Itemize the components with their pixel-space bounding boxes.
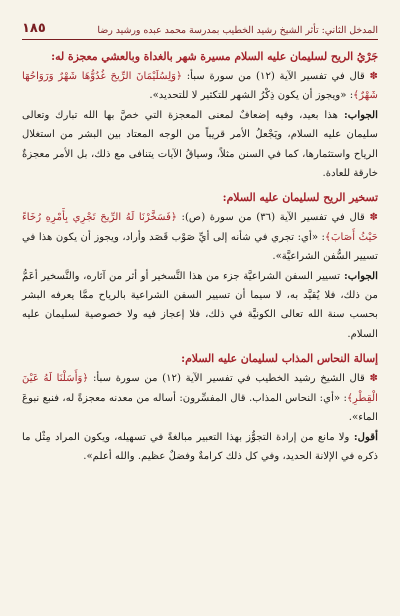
header-rule [22, 39, 378, 40]
quran-verse: ﴿وَلِسُلَيْمَانَ الرِّيحَ غُدُوُّهَا شَهْرٌ وَرَوَاحُهَا شَهْرٌ﴾ [22, 71, 378, 102]
header-title: المدخل الثاني: تأثر الشيخ رشيد الخطيب بمدرسة محمد عبده ورشيد رضا [97, 25, 378, 36]
quote-paragraph: ✽ قال في تفسير الآية (١٢) من سورة سبأ: ﴿وَلِسُلَيْمَانَ الرِّيحَ غُدُوُّهَا شَهْرٌ وَرَوَاحُهَا شَهْرٌ﴾: «ويجوز أن يكون ذِكْرُ الشهر للتكثير لا للتحديد». [22, 71, 379, 102]
section-wind-subjugation [22, 189, 378, 344]
section-heading: إسالة النحاس المذاب لسليمان عليه السلام: [181, 352, 378, 366]
section-heading: جَرْيُ الريح لسليمان عليه السلام مسيرة شهر بالغداة وبالعشي معجزة له: [51, 50, 378, 63]
quran-verse: ﴿فَسَخَّرْنَا لَهُ الرِّيحَ تَجْرِي بِأَمْرِهِ رُخَاءً حَيْثُ أَصَابَ﴾ [22, 212, 378, 243]
quran-verse: ﴿وَأَسَلْنَا لَهُ عَيْنَ الْقِطْرِ﴾ [22, 373, 378, 404]
section-wind-journey [22, 48, 378, 183]
answer-paragraph: الجواب: تسيير السفن الشراعيَّة جزء من هذا التَّسخير أو أثر من آثاره، والتَّسخير أعَمُّ من ذلك، فلا يُقيَّد به، لا سيما أن تسيير السفن الشراعية بالرياح ممَّا يعرفه البشر بحسب سنة الله تعالى الكونيَّة في ذلك، فلا إعجاز فيه ولا خصوصية لسليمان عليه السلام. [22, 269, 378, 340]
section-heading: تسخير الريح لسليمان عليه السلام: [222, 191, 378, 205]
star-bullet-icon: ✽ [364, 71, 379, 82]
answer-paragraph: الجواب: هذا بعيد، وفيه إضعافٌ لمعنى المعجزة التي خصَّ بها الله تبارك وتعالى سليمان عليه السلام، ويَجْعلُ الأمر قريباً من الوجه المعتاد بين البشر من استغلال الرياح واستثمارها، كما في السنن مثلاً، وسياقُ الآيات يتنافى مع ذلك، بل الأمر معجزةٌ خارقة للعادة. [22, 108, 378, 180]
star-bullet-icon: ✽ [364, 212, 379, 224]
page-number: ١٨٥ [22, 21, 46, 36]
section-molten-copper [22, 350, 378, 466]
quote-paragraph: ✽ قال الشيخ رشيد الخطيب في تفسير الآية (١٢) من سورة سبأ: ﴿وَأَسَلْنَا لَهُ عَيْنَ الْقِطْرِ﴾: «أي: النحاس المذاب. قال المفسِّرون: أساله من معدنه معجزةً له، فنبع نبوعَ الماء». [22, 373, 379, 424]
answer-paragraph: أقول: ولا مانع من إرادة التجوُّز بهذا التعبير مبالغةً في تسهيله، ويكون المراد مِثْل ما ذكره في الإلانة الحديد، وفي كل ذلك كرامةٌ وفضلٌ عظيم. والله أعلم». [22, 430, 378, 462]
star-bullet-icon: ✽ [364, 373, 379, 385]
quote-paragraph: ✽ قال في تفسير الآية (٣٦) من سورة (ص): ﴿فَسَخَّرْنَا لَهُ الرِّيحَ تَجْرِي بِأَمْرِهِ رُخَاءً حَيْثُ أَصَابَ﴾: «أي: تجري في شأنه إلى أيِّ صَوْب قَصَد وأراد، ويجوز أن يكون هذا في تسيير السُّفن الشراعيَّة». [22, 212, 379, 263]
running-header [22, 14, 378, 36]
